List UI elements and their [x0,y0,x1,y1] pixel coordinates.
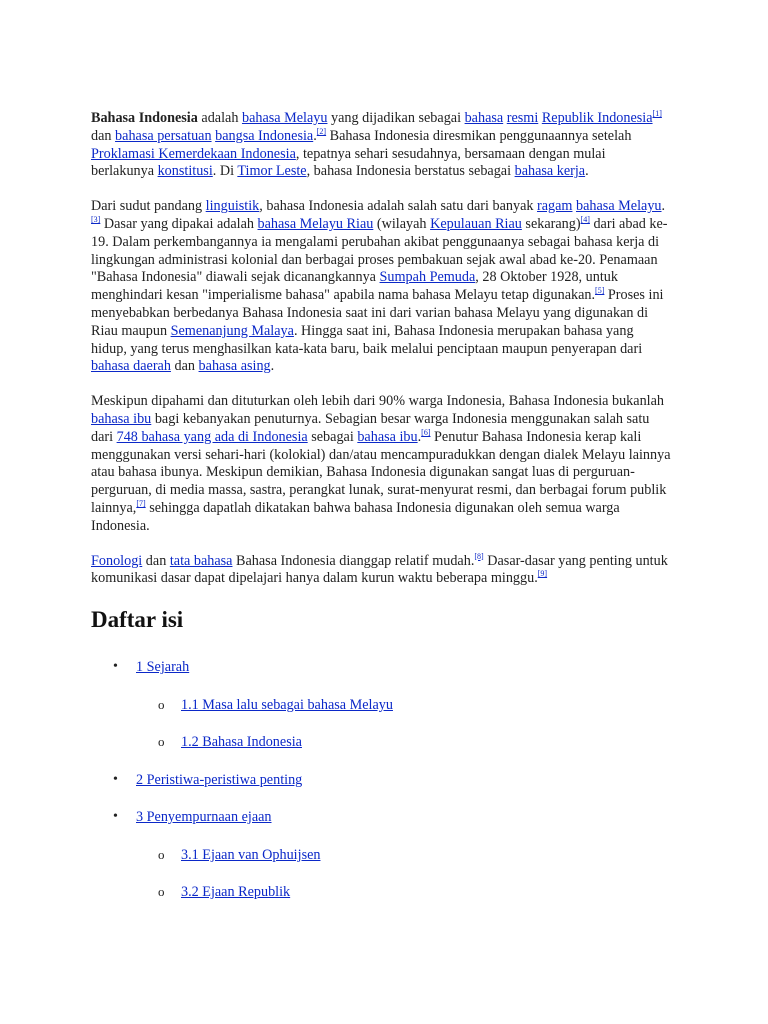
text: (wilayah [373,215,431,232]
text: sekarang) [521,215,581,232]
toc-link-peristiwa[interactable]: 2 Peristiwa-peristiwa penting [136,771,303,788]
sub-bullet-icon: o [158,734,165,750]
toc-link-ejaan-van-ophuijsen[interactable]: 3.1 Ejaan van Ophuijsen [181,846,321,863]
text: , tepatnya sehari sesudahnya, bersamaan dengan mulai berlakunya [91,145,606,180]
text: sebagai [307,428,358,445]
link-resmi[interactable]: resmi [506,110,539,126]
reference-link[interactable]: [5] [595,286,605,296]
toc-link-masa-lalu[interactable]: 1.1 Masa lalu sebagai bahasa Melayu [181,696,393,713]
linguistics-paragraph [91,198,671,376]
article-body [91,110,671,920]
text: . [313,127,317,144]
link-bahasa-kerja[interactable]: bahasa kerja [514,163,586,180]
text: . [270,358,275,375]
link-bahasa-ibu[interactable]: bahasa ibu [91,410,152,427]
toc-item [91,845,671,883]
text: . Hingga saat ini, Bahasa Indonesia merupakan bahasa yang hidup, yang terus menghasilkan kata-kata baru, baik melalui penciptaan maupun penyerapan dari [91,322,643,357]
link-bangsa-indonesia[interactable]: bangsa Indonesia [215,127,314,144]
intro-paragraph [91,110,671,181]
link-bahasa-melayu-riau[interactable]: bahasa Melayu Riau [257,215,374,232]
text: adalah [197,110,242,126]
link-sumpah-pemuda[interactable]: Sumpah Pemuda [379,269,476,286]
sub-bullet-icon: o [158,696,165,712]
text: Bahasa Indonesia diresmikan penggunaannya setelah [326,127,632,144]
toc-item [91,882,671,920]
link-tata-bahasa[interactable]: tata bahasa [169,552,233,569]
toc-link-sejarah[interactable]: 1 Sejarah [136,659,190,676]
bullet-icon: • [113,809,118,825]
bullet-icon: • [113,659,118,675]
text: Proses ini menyebabkan berbedanya Bahasa Indonesia saat ini dari varian bahasa Melayu yang digunakan di Riau maupun [91,287,664,339]
text: dan [170,358,199,375]
text: , bahasa Indonesia berstatus sebagai [306,163,515,180]
link-timor-leste[interactable]: Timor Leste [237,163,307,180]
text: sehingga dapatlah dikatakan bahwa bahasa Indonesia digunakan oleh semua warga Indonesia. [91,499,620,534]
text: . [661,198,666,215]
link-konstitusi[interactable]: konstitusi [157,163,213,180]
text: . Di [212,163,238,180]
link-proklamasi[interactable]: Proklamasi Kemerdekaan Indonesia [91,145,296,162]
toc-heading: Daftar isi [91,607,184,633]
reference-link[interactable]: [3] [91,214,101,224]
reference-link[interactable]: [9] [537,569,548,579]
text: dari abad ke-19. Dalam perkembangannya ia mengalami perubahan akibat penggunaanya sebagai bahasa kerja di lingkungan administrasi kolonial dan berbagai proses pembakuan sejak awal abad ke-20. Penamaan "Bahasa Indonesia" diawali sejak dicanangkannya [91,215,668,286]
sub-bullet-icon: o [158,884,165,900]
text: yang dijadikan sebagai [327,110,465,126]
toc-link-ejaan-republik[interactable]: 3.2 Ejaan Republik [181,884,291,901]
article-term: Bahasa Indonesia [91,110,198,126]
toc-item [91,657,671,695]
link-bahasa-melayu[interactable]: bahasa Melayu [576,198,662,215]
text: . [585,163,589,180]
link-748-bahasa[interactable]: 748 bahasa yang ada di Indonesia [116,428,308,445]
toc-link-penyempurnaan-ejaan[interactable]: 3 Penyempurnaan ejaan [136,809,272,826]
reference-link[interactable]: [1] [652,109,662,118]
reference-link[interactable]: [4] [580,214,590,224]
link-republik-indonesia[interactable]: Republik Indonesia [541,110,653,126]
link-bahasa-asing[interactable]: bahasa asing [198,358,271,375]
text: , 28 Oktober 1928, untuk menghindari kesan "imperialisme bahasa" apabila nama bahasa Melayu tetap digunakan. [91,269,618,304]
reference-link[interactable]: [7] [136,498,146,508]
link-semenanjung-malaya[interactable]: Semenanjung Malaya [170,322,294,339]
table-of-contents [91,657,671,920]
link-bahasa-persatuan[interactable]: bahasa persatuan [115,127,212,144]
toc-item [91,807,671,845]
phonology-paragraph [91,553,671,589]
bullet-icon: • [113,771,118,787]
toc-item [91,732,671,770]
text: dan [142,552,170,569]
link-kepulauan-riau[interactable]: Kepulauan Riau [430,215,522,232]
text: Meskipun dipahami dan dituturkan oleh lebih dari 90% warga Indonesia, Bahasa Indonesia bukanlah [91,393,665,410]
link-ragam[interactable]: ragam [537,198,573,215]
text: dan [91,127,116,144]
reference-link[interactable]: [6] [421,427,431,437]
link-bahasa-melayu[interactable]: bahasa Melayu [241,110,328,126]
link-linguistik[interactable]: linguistik [205,198,260,215]
text: Dari sudut pandang [91,198,206,215]
text: Dasar yang dipakai adalah [100,215,258,232]
toc-item [91,695,671,733]
speakers-paragraph [91,393,671,535]
sub-bullet-icon: o [158,846,165,862]
link-bahasa[interactable]: bahasa [464,110,504,126]
text: Dasar-dasar yang penting untuk komunikasi dasar dapat dipelajari hanya dalam kurun waktu beberapa minggu. [91,552,668,587]
link-bahasa-daerah[interactable]: bahasa daerah [91,358,171,375]
text: bagi kebanyakan penuturnya. Sebagian besar warga Indonesia menggunakan salah satu dari [91,410,650,445]
toc-item [91,770,671,808]
reference-link[interactable]: [2] [316,126,327,136]
toc-link-bahasa-indonesia[interactable]: 1.2 Bahasa Indonesia [181,734,302,751]
text: . [417,428,422,445]
link-bahasa-ibu[interactable]: bahasa ibu [357,428,418,445]
text: , bahasa Indonesia adalah salah satu dari banyak [259,198,538,215]
text: Bahasa Indonesia dianggap relatif mudah. [232,552,475,569]
link-fonologi[interactable]: Fonologi [91,552,143,569]
text: Penutur Bahasa Indonesia kerap kali menggunakan versi sehari-hari (kolokial) dan/atau mencampuradukkan dengan dialek Melayu lainnya atau bahasa ibunya. Meskipun demikian, Bahasa Indonesia digunakan sangat luas di perguruan-perguruan, di media massa, sastra, perangkat lunak, surat-menyurat resmi, dan berbagai forum publik lainnya, [91,428,671,516]
reference-link[interactable]: [8] [474,551,484,561]
